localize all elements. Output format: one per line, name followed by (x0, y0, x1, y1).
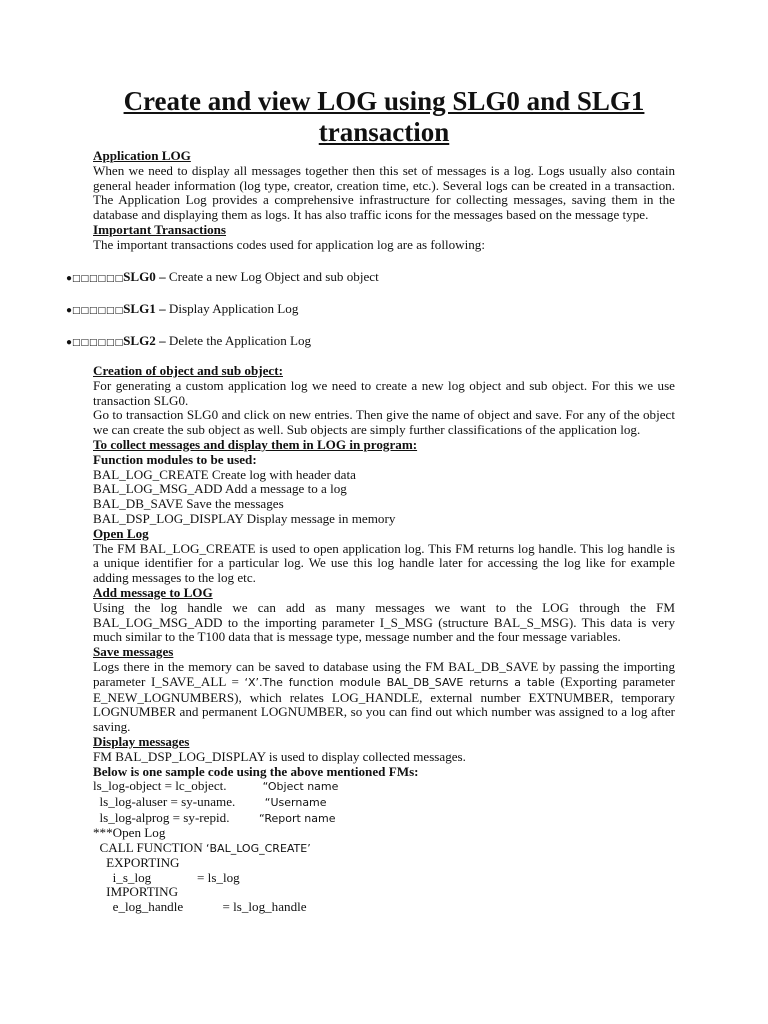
open-log-body: The FM BAL_LOG_CREATE is used to open application log. This FM returns log handle. This log handle is a unique identifier for a particular log. We use this log handle later for accessing the log like for example adding messages to the log etc. (93, 540, 675, 586)
code-line (93, 871, 675, 886)
save-messages-body (93, 660, 675, 735)
code-text: e_log_handle = ls_log_handle (93, 899, 307, 915)
fm-item: BAL_DSP_LOG_DISPLAY Display message in memory (93, 510, 396, 526)
code-text: ***Open Log (93, 825, 166, 841)
fm-item: BAL_LOG_CREATE Create log with header data (93, 466, 356, 482)
bullet-code: SLG0 – (123, 269, 166, 284)
save-messages-body-a: Logs there in the memory can be saved to database using the FM BAL_DB_SAVE by passing the importing parameter I_SAVE_ALL = (93, 658, 675, 689)
add-message-body: Using the log handle we can add as many messages we want to the LOG through the FM BAL_LOG_MSG_ADD to the importing parameter I_S_MSG (structure BAL_S_MSG). This data is very much similar to the T100 data that is message type, message number and the four message variables. (93, 599, 675, 645)
application-log-section (93, 149, 675, 253)
creation-para-2: Go to transaction SLG0 and click on new entries. Then give the name of object and save. For any of the object we can create the sub object as well. Sub objects are simply further classifications of the application log. (93, 407, 675, 438)
code-sample (93, 779, 675, 914)
bullet-item-slg2 (66, 333, 311, 351)
code-comment: “Username (264, 795, 327, 809)
fm-heading: Function modules to be used: (93, 451, 257, 467)
main-body (93, 364, 675, 915)
collect-heading: To collect messages and display them in LOG in program: (93, 436, 418, 452)
code-text: ls_log-object = lc_object. (93, 778, 263, 794)
add-message-heading: Add message to LOG (93, 584, 213, 600)
code-text: ls_log-alprog = sy-repid. (93, 809, 259, 825)
code-line (93, 900, 675, 915)
bullet-code: SLG1 – (123, 301, 166, 316)
bullet-text: Create a new Log Object and sub object (165, 269, 379, 284)
bullet-marker: ● (66, 273, 73, 284)
code-line (93, 826, 675, 841)
bullet-marker: ● (66, 305, 73, 316)
code-line (93, 841, 675, 857)
code-line (93, 811, 675, 827)
important-transactions-body: The important transactions codes used for application log are as following: (93, 236, 485, 252)
save-messages-body-b: ‘X’.The function module BAL_DB_SAVE returns a table (244, 675, 555, 689)
bullet-marker: ● (66, 337, 73, 348)
save-messages-heading: Save messages (93, 644, 174, 660)
missing-glyph-boxes: □□□□□□ (72, 338, 124, 348)
code-comment: “Object name (262, 780, 339, 794)
open-log-heading: Open Log (93, 525, 149, 541)
fm-item: BAL_DB_SAVE Save the messages (93, 496, 284, 512)
creation-heading: Creation of object and sub object: (93, 363, 283, 378)
code-text: IMPORTING (93, 884, 179, 900)
display-messages-body: FM BAL_DSP_LOG_DISPLAY is used to display collected messages. (93, 748, 466, 764)
code-comment: ‘BAL_LOG_CREATE’ (206, 841, 311, 855)
display-messages-heading: Display messages (93, 733, 190, 749)
code-line (93, 795, 675, 811)
code-line (93, 885, 675, 900)
fm-item: BAL_LOG_MSG_ADD Add a message to a log (93, 481, 347, 497)
code-text: EXPORTING (93, 855, 180, 871)
missing-glyph-boxes: □□□□□□ (72, 274, 124, 284)
save-messages-body-c: (Exporting parameter E_NEW_LOGNUMBERS), which relates LOG_HANDLE, external number EXTNUMBER, temporary LOGNUMBER and permanent LOGNUMBER, so you can find out which number was assigned to a log after saving. (93, 673, 675, 735)
application-log-heading: Application LOG (93, 148, 191, 163)
bullet-text: Display Application Log (165, 301, 299, 316)
code-text: CALL FUNCTION (93, 839, 206, 855)
code-comment: “Report name (258, 811, 336, 825)
code-line (93, 779, 675, 795)
bullet-code: SLG2 – (123, 333, 166, 348)
missing-glyph-boxes: □□□□□□ (72, 306, 124, 316)
bullet-item-slg1 (66, 301, 298, 319)
important-transactions-heading: Important Transactions (93, 221, 227, 237)
code-line (93, 856, 675, 871)
code-text: i_s_log = ls_log (93, 869, 240, 885)
creation-para-1: For generating a custom application log we need to create a new log object and sub object. For this we use transaction SLG0. (93, 377, 675, 408)
code-text: ls_log-aluser = sy-uname. (93, 793, 265, 809)
document-title: Create and view LOG using SLG0 and SLG1 transaction (123, 86, 645, 147)
bullet-text: Delete the Application Log (165, 333, 312, 348)
application-log-body: When we need to display all messages together then this set of messages is a log. Logs usually also contain general header information (log type, creator, creation time, etc.). Several logs can be created in a transaction. The Application Log provides a comprehensive infrastructure for collecting messages, saving them in the database and displaying them as logs. It has also traffic icons for the messages based on the message type. (93, 162, 675, 223)
bullet-item-slg0 (66, 269, 379, 287)
sample-code-heading: Below is one sample code using the above mentioned FMs: (93, 763, 419, 779)
